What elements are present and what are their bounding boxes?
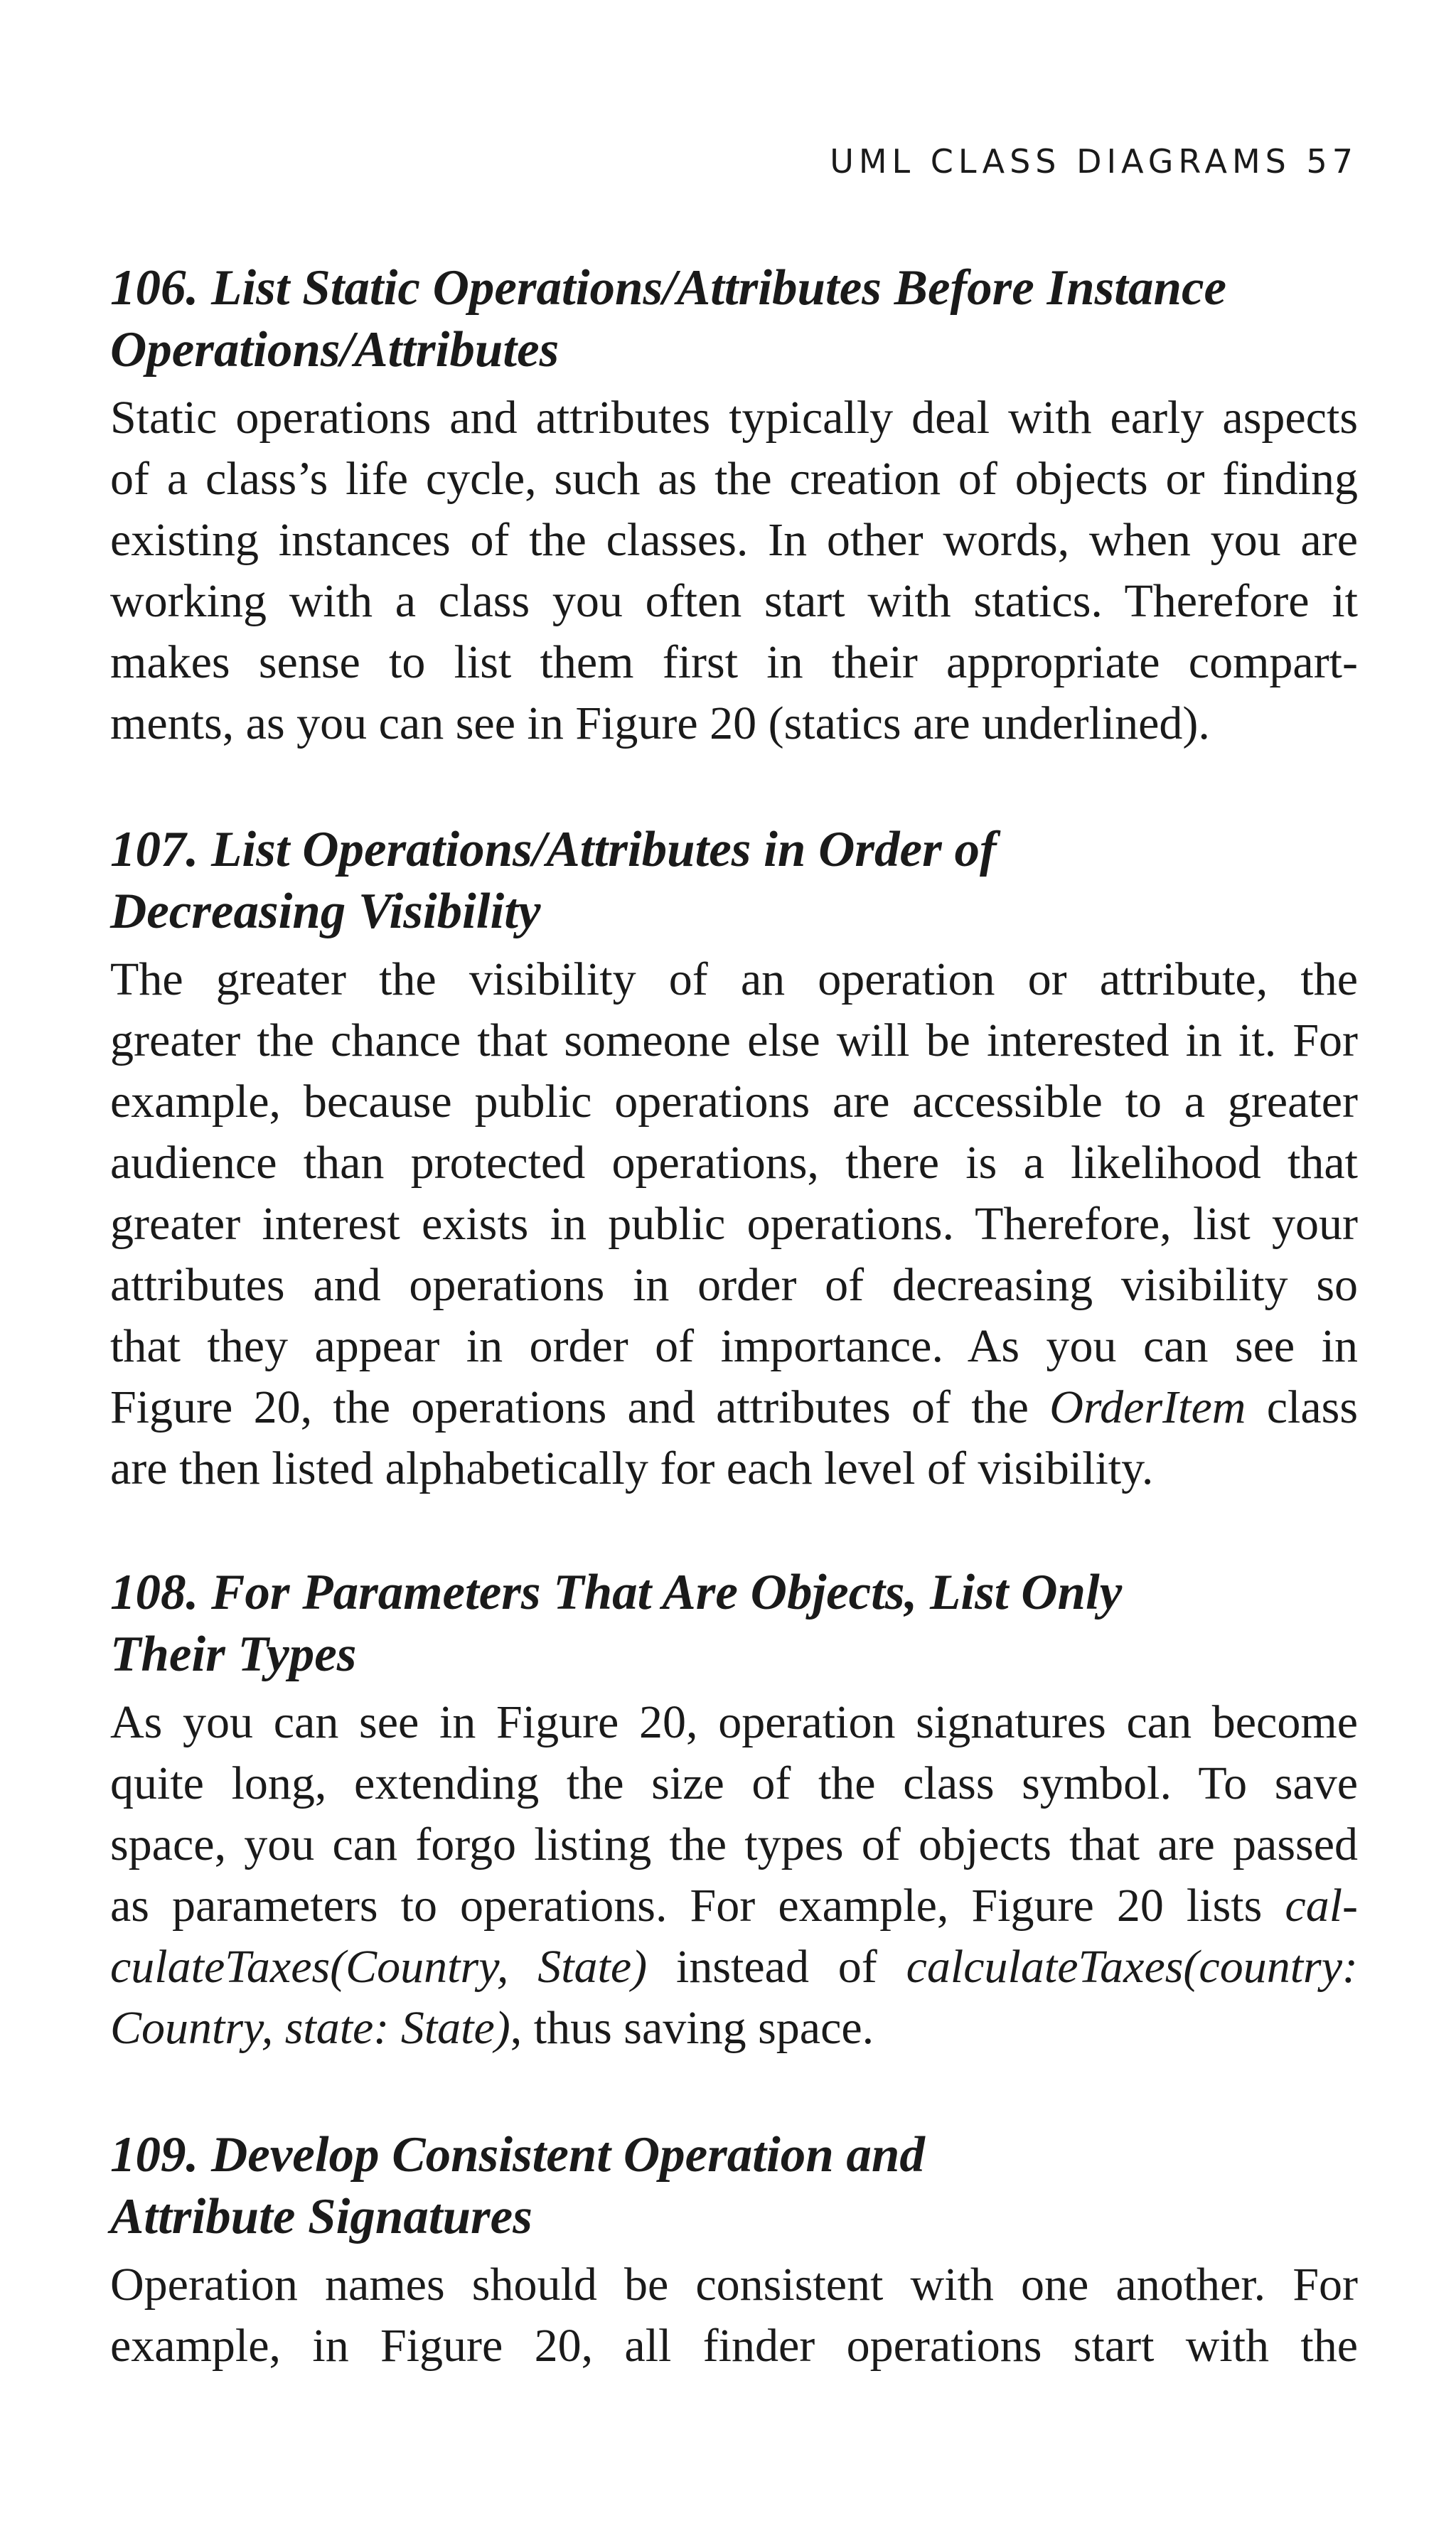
code-italic: Country, state: State) [110,2002,510,2054]
section-109 [110,2124,1358,2377]
class-name-italic: OrderItem [1049,1381,1246,1433]
body-line: Static operations and attributes typically deal with early aspects [110,392,1358,444]
body-line: are then listed alphabetically for each level of visibility. [110,1442,1154,1494]
heading-line: 109. Develop Consistent Operation and [110,2127,925,2183]
body-line: quite long, extending the size of the class symbol. To save [110,1757,1358,1809]
body-line: The greater the visibility of an operation or attribute, the [110,953,1358,1005]
section-body [110,387,1358,754]
heading-line: 107. List Operations/Attributes in Order of [110,822,997,877]
heading-line: 106. List Static Operations/Attributes Before Instance [110,260,1227,316]
body-line: Operation names should be consistent with one another. For [110,2259,1358,2311]
body-line: example, in Figure 20, all finder operations start with the [110,2320,1358,2372]
body-line: greater the chance that someone else will be interested in it. For [110,1015,1358,1066]
text-run: Figure 20, the operations and attributes of the [110,1381,1029,1433]
book-page [110,0,1358,2548]
body-line: that they appear in order of importance. As you can see in [110,1320,1358,1372]
body-line: example, because public operations are accessible to a greater [110,1076,1358,1128]
section-body [110,2254,1358,2377]
body-line-with-italic [110,1377,1358,1438]
body-line: makes sense to list them first in their appropriate compart- [110,636,1358,688]
body-line: As you can see in Figure 20, operation signatures can become [110,1696,1358,1748]
body-line-with-italic [110,1937,1358,1998]
body-line: greater interest exists in public operations. Therefore, list your [110,1198,1358,1250]
heading-line: Their Types [110,1627,357,1682]
running-head: UML CLASS DIAGRAMS 57 [830,142,1358,181]
section-heading [110,2124,1358,2248]
body-line: ments, as you can see in Figure 20 (statics are underlined). [110,697,1210,749]
text-run: as parameters to operations. For example, Figure 20 lists [110,1880,1263,1932]
section-heading [110,1562,1358,1686]
section-body [110,949,1358,1499]
section-heading [110,819,1358,943]
section-108 [110,1562,1358,2059]
section-heading [110,257,1358,381]
section-107 [110,819,1358,1499]
code-italic: culateTaxes(Country, State) [110,1941,648,1993]
text-run: instead of [676,1941,877,1993]
body-line: existing instances of the classes. In other words, when you are [110,514,1358,566]
text-run: , thus saving space. [510,2002,874,2054]
body-line: audience than protected operations, there is a likelihood that [110,1137,1358,1189]
body-line: attributes and operations in order of decreasing visibility so [110,1259,1358,1311]
heading-line: Decreasing Visibility [110,884,541,939]
body-line: working with a class you often start with statics. Therefore it [110,575,1358,627]
body-line-with-italic [110,1875,1358,1937]
section-106 [110,257,1358,754]
heading-line: Attribute Signatures [110,2189,532,2244]
body-line-with-italic [110,1998,1358,2059]
text-run: class [1266,1381,1358,1433]
section-body [110,1692,1358,2059]
body-line: space, you can forgo listing the types of objects that are passed [110,1819,1358,1870]
code-italic: calculateTaxes(country: [906,1941,1358,1993]
body-line: of a class’s life cycle, such as the creation of objects or finding [110,453,1358,505]
code-italic: cal- [1285,1880,1359,1932]
heading-line: 108. For Parameters That Are Objects, List Only [110,1565,1123,1620]
heading-line: Operations/Attributes [110,322,560,378]
